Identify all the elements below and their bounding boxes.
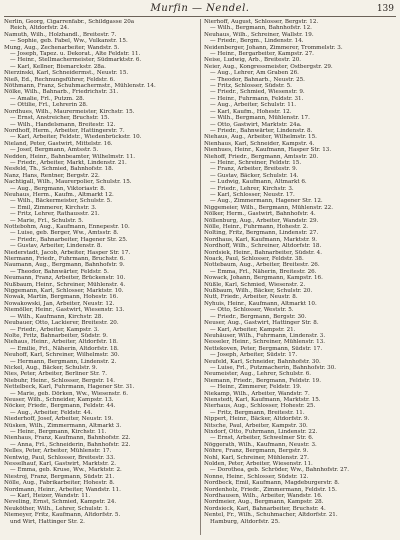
directory-entry: Nölke, Wilh., Bahnarb., Friedrichstr. 31. — [4, 89, 119, 96]
directory-entry: — Friedr., Bahnarbeiter, Hagener Str. 25. — [10, 236, 128, 243]
directory-entry: Nordhaus, Karl, Kaufmann, Marktstr. 9. — [204, 236, 318, 243]
directory-entry: Neveling, Ernst, Schmied, Kampstr. 24. — [4, 499, 117, 506]
directory-entry: Niestroj, Franz, Bergmann, Südstr. 21. — [4, 473, 115, 480]
page-number: 139 — [376, 4, 394, 14]
directory-entry: Nies, Peter, Arbeiter, Berliner Str. 7. — [4, 371, 108, 378]
directory-entry: — Anna, Frl., Schneiderin, Bahnhofstr. 22. — [10, 441, 131, 448]
directory-entry: Nöthmann, Franz, Schuhmachermstr., Mühlenstr. 14. — [4, 83, 156, 90]
directory-entry: — Heinr., Stellmachermeister, Südmarktstr. 6. — [10, 57, 142, 64]
directory-entry: — Joseph, Tapez. u. Dekorat., Alte Feldstr. 11. — [10, 51, 141, 58]
directory-entry: Niggemann, Karl, Schlosser, Marktstr. 10. — [4, 288, 124, 295]
directory-entry: Nottebaum, Aug., Arbeiter, Breitestr. 26. — [204, 262, 320, 269]
directory-entry: — Emma, geb. Kruse, Ww., Marktstr. 2. — [10, 467, 122, 474]
directory-entry: Neuhaus, Herm., Kaufm., Altmarkt 12. — [4, 191, 114, 198]
directory-entry: Nesfeld, Th., Schmied, Bahnhofstr. 18. — [4, 166, 114, 173]
directory-entry: Nolting, Fritz, Bergmann, Lindenstr. 27. — [204, 230, 319, 237]
directory-entry: Nordbeck, Emil, Kaufmann, Magdeburgerstr. 8. — [204, 480, 340, 487]
directory-entry: Niehaus, Heinr., Arbeiter, Altdorfstr. 18. — [4, 339, 118, 346]
directory-entry: — Heinr., Zimmerer, Feldstr. 19. — [210, 384, 302, 391]
directory-entry: Neumann, Franz, Arbeiter, Brückenstr. 10. — [4, 275, 126, 282]
directory-entry: Nelles, Peter, Arbeiter, Mühlenstr. 17. — [4, 448, 112, 455]
directory-entry: Niekamp, Wilh., Arbeiter, Wandstr. 7. — [204, 390, 310, 397]
page-header — [0, 2, 400, 16]
directory-entry: Nutt, Friedr., Arbeiter, Neustr. 8. — [204, 294, 298, 301]
directory-entry: Nienhues, Heinr., Kaufmann, Hasper Str. 13. — [204, 147, 332, 154]
directory-entry: — Friedr., Schmied, Wiesenstr. 9. — [210, 89, 305, 96]
directory-entry: Nordhues, Wilh., Maurermeister, Kirchstr. 15. — [4, 108, 135, 115]
directory-entry: — Ernst, Anstreicher, Bruchstr. 15. — [10, 115, 110, 122]
directory-entry: Nölker, Herm., Gastwirt, Bahnhofstr. 4. — [204, 211, 316, 218]
directory-entry: Niermann, Friedr., Fuhrmann, Bruchstr. 6. — [4, 256, 126, 263]
directory-entry: Nentwig, Paul, Schlosser, Breitestr. 33. — [4, 454, 116, 461]
directory-entry: — Aug., Arbeiter, Feldstr. 44. — [10, 409, 93, 416]
directory-entry: Nußbaum, Heinr., Schreiner, Mühlenstr. 4. — [4, 281, 126, 288]
directory-entry: Nierzinski, Karl, Schneidermst., Neustr. 15. — [4, 70, 129, 77]
directory-entry: Neuköther, Wilh., Lehrer, Schulstr. 1. — [4, 505, 110, 512]
directory-entry: Nienhaus, Karl, Schneider, Kampstr. 4. — [204, 140, 315, 147]
directory-entry: Neuhaus, Wilh., Schreiner, Wallstr. 19. — [204, 31, 314, 38]
directory-entry: Nordsieck, Karl, Bahnarbeiter, Bruchstr. 4. — [204, 505, 326, 512]
directory-entry: Nüßle, Karl, Schmied, Wiesenstr. 2. — [204, 281, 306, 288]
directory-entry: — Fritz, Schlosser, Südstr. 5. — [210, 83, 292, 90]
directory-entry: Nowack, Johann, Bergmann, Kampstr. 16. — [204, 275, 323, 282]
directory-entry: Neuhäuser, Wilh., Fuhrmann, Lindenstr. 3. — [204, 332, 326, 339]
directory-entry: Nonne, Heinr., Schlosser, Südstr. 12. — [204, 473, 309, 480]
directory-entry: Neuser, Wilh., Schneider, Kampstr. 13. — [4, 396, 114, 403]
directory-entry: Nettelbeck, Karl, Fuhrmann, Hagener Str. 31. — [4, 384, 135, 391]
directory-entry: Nesselhauf, Karl, Gastwirt, Marktstr. 2. — [4, 461, 116, 468]
directory-entry: Neuser, Aug., Gastwirt, Hattinger Str. 8. — [204, 320, 319, 327]
directory-entry: Nitsche, Paul, Arbeiter, Kampstr. 30. — [204, 422, 308, 429]
left-column — [4, 19, 198, 537]
directory-entry: Niederstadt, Jacob, Arbeiter, Hasper Str. 17. — [4, 249, 131, 256]
directory-entry: Nordhoff, Herm., Arbeiter, Hattingerstr. 7. — [4, 127, 125, 134]
directory-entry: — Emma, Frl., Näherin, Breitestr. 26. — [210, 268, 317, 275]
directory-entry: Niemöller, Heinr., Gastwirt, Wiesenstr. 13. — [4, 307, 125, 314]
directory-entry: Nachtigall, Wilh., Maurerpolier, Schulstr. 15. — [4, 179, 132, 186]
directory-entry: Nußbaum, Wilh., Bäcker, Schulstr. 20. — [204, 288, 313, 295]
directory-entry: und Wirt, Hattinger Str. 2. — [10, 518, 85, 525]
directory-entry: Niemann, Friedr., Bergmann, Feldstr. 19. — [204, 377, 321, 384]
directory-entry: — Hermann, Bergmann, Lindenstr. 2. — [10, 358, 117, 365]
column-divider — [200, 19, 201, 535]
directory-entry: Nowak, Martin, Bergmann, Hohestr. 16. — [4, 294, 119, 301]
directory-entry: — Friedr., Arbeiter, Markt, Lindenstr. 21. — [10, 159, 127, 166]
directory-entry: Nierhoff, August, Schlosser, Bergstr. 12. — [204, 19, 319, 25]
directory-entry: — Gustav, Bäcker, Schulstr. 14. — [210, 172, 299, 179]
directory-entry: Mung, Aug., Zechenarbeiter, Wandstr. 5. — [4, 44, 120, 51]
directory-entry: Nolte, Fritz, Bahnarbeiter, Südstr. 9. — [4, 332, 108, 339]
directory-entry: Nordmann, Heinr., Arbeiter, Wandstr. 11. — [4, 486, 121, 493]
directory-entry: Neise, Ludwig, Arb., Breitestr. 20. — [204, 57, 302, 64]
directory-entry: Nohl, Karl, Schreiner, Mühlenstr. 27. — [204, 454, 309, 461]
directory-entry: — Emil, Zimmerer, Kirchstr. 3. — [10, 204, 97, 211]
directory-entry: Nedden, Heinr., Bahnbeamter, Wilhelmstr. 11. — [4, 153, 136, 160]
directory-entry: Neufeld, Karl, Schneider, Bahnhofstr. 30. — [204, 358, 321, 365]
directory-entry: — Friedr., Arbeiter, Kampstr. 3. — [10, 326, 100, 333]
directory-entry: Nordmeier, Aug., Bergmann, Kampstr. 28. — [204, 499, 324, 506]
directory-entry: — Amalie, Frl., Putzm. 28. — [10, 95, 85, 102]
directory-entry: — Friedr., Bergm., Lindenstr. 14. — [210, 38, 304, 45]
directory-entry: Nienstedt, Karl, Kaufmann, Marktstr. 15. — [204, 396, 321, 403]
directory-entry: — Karl, Arbeiter, Kampstr. 21. — [210, 326, 296, 333]
directory-entry: Nieland, Peter, Gastwirt, Mittelstr. 16. — [4, 140, 113, 147]
directory-entry: Nowakowski, Jan, Arbeiter, Neustr. 12. — [4, 300, 115, 307]
directory-entry: — Emilie, Frl., Näherin, Altdorfstr. 18. — [10, 345, 119, 352]
directory-entry: — Gustav, Arbeiter, Lindenstr. 8. — [10, 243, 103, 250]
directory-entry: Naumann, Aug., Bergmann, Bahnhofstr. 9. — [4, 262, 125, 269]
directory-entry: — Wilh., Bäckermeister, Schulstr. 5. — [10, 198, 112, 205]
directory-entry: Nienhaus, Franz, Kaufmann, Bahnhofstr. 22. — [4, 435, 131, 442]
directory-entry: — Otto, Schlosser, Weststr. 5. — [210, 307, 294, 314]
directory-entry: Nüsken, Wilh., Zimmermann, Altmarkt 3. — [4, 422, 122, 429]
directory-entry: — Karl, Schlosser, Neustr. 17. — [210, 191, 295, 198]
directory-entry: — Friedr., Bergmann, Bergstr. 30. — [210, 313, 307, 320]
directory-entry: — Ernst, Arbeiter, Schwelmer Str. 6. — [210, 435, 314, 442]
directory-entry: Nickel, Aug., Bäcker, Schulstr. 9. — [4, 364, 98, 371]
directory-entry: Neuhoff, Karl, Schreiner, Wilhelmstr. 30. — [4, 352, 120, 359]
directory-entry: — Ottilie, Frl., Lehrerin 28. — [10, 102, 88, 109]
directory-entry: Nölle, Heinr., Fuhrmann, Hohestr. 2. — [204, 224, 309, 230]
directory-entry: Nöhre, Franz, Bergmann, Bergstr. 9. — [204, 448, 309, 455]
directory-entry: Niggemeier, Wilh., Bergmann, Mühlenstr. 22. — [204, 204, 333, 211]
directory-entry: — Karl, Heizer, Wandstr. 11. — [10, 493, 91, 500]
directory-entry: Niemeyer, Fritz, Kaufmann, Altdorfstr. 5. — [4, 512, 121, 519]
directory-entry: — Marie, Frl., Schulstr. 5. — [10, 217, 84, 224]
directory-entry: Nordenholz, Friedr., Zimmermann, Feldstr. 15. — [204, 486, 337, 493]
directory-entry: — Wilh., Bergmann, Bahnhofstr. 12. — [210, 25, 312, 32]
directory-entry: — Joseph, Arbeiter, Südstr. 17. — [210, 352, 298, 359]
directory-entry: Nottebohm, Aug., Kaufmann, Ennepestr. 10. — [4, 224, 130, 230]
directory-entry: Nolden, Peter, Arbeiter, Wiesenstr. 11. — [204, 461, 313, 468]
directory-entry: Neubauer, Otto, Lackierer, Breitestr. 20. — [4, 320, 119, 327]
directory-entry: — Friedr., Bahnwärter, Lindenstr. 8. — [210, 127, 313, 134]
directory-entry: Nixdorf, Otto, Fuhrmann, Lindenstr. 22. — [204, 429, 318, 435]
directory-entry: — Ludwig, Kaufmann, Altmarkt 6. — [210, 179, 307, 186]
directory-entry: — Theodor, Bahnarb., Neustr. 25. — [210, 76, 305, 83]
directory-entry: Nöllenburg, Aug., Arbeiter, Wandstr. 29. — [204, 217, 319, 224]
directory-entry: — Sophie, geb. Fabel, Ww., Vulkanstr. 15. — [10, 38, 128, 45]
directory-entry: — Aug., Bergmann, Viktoriastr. 8. — [10, 185, 106, 192]
directory-entry: Nettekoven, Peter, Bergmann, Südstr. 17. — [204, 345, 323, 352]
directory-entry: — Friedr., Lehrer, Kirchstr. 3. — [210, 185, 294, 192]
directory-entry: Niederhoff, Josef, Arbeiter, Neustr. 19. — [4, 416, 114, 423]
directory-entry: Nordsiek, Heinr., Bahnarbeiter, Südstr. 4. — [204, 249, 323, 256]
directory-entry: Nanz, Hans, Rentner, Bergstr. 22. — [4, 172, 100, 179]
directory-entry: Nentel, Fr., Wilh., Schuhmacher, Altdorfstr. 21. — [204, 512, 338, 519]
directory-entry: — Aug., Lehrer, Am Graben 26. — [210, 70, 299, 77]
directory-entry: Nierhaus, Aug., Schlosser, Hohestr. 25. — [204, 403, 316, 410]
directory-entry: — Luise, geb. Berger, Ww., Amtsstr. 8. — [10, 230, 119, 237]
directory-entry: — Karl, Kellner, Bismarckstr. 28a. — [10, 63, 106, 70]
directory-entry: — Fritz, Lehrer, Rathausstr. 21. — [10, 211, 100, 218]
directory-entry: — Franz, Arbeiter, Breitestr. 9. — [210, 166, 298, 173]
directory-entry: Nordhausen, Wilh., Arbeiter, Wandstr. 16. — [204, 493, 323, 500]
right-column — [204, 19, 398, 537]
header-rule — [4, 16, 396, 17]
directory-entry: Nölle, Aug., Fabrikarbeiter, Hohestr. 8. — [4, 480, 115, 487]
directory-entry: Neidenberger, Johann, Zimmerer, Trommelstr. 3. — [204, 44, 343, 51]
directory-entry: Neumeister, Aug., Lehrer, Schulstr. 6. — [204, 371, 312, 378]
directory-entry: Nöcker, Friedr., Bergmann, Feldstr. 44. — [4, 403, 116, 410]
directory-entry: Nöggerath, Wilh., Kaufmann, Neustr. 3. — [204, 441, 317, 448]
directory-entry: — Wilh., Kaufmann, Kirchstr. 28. — [10, 313, 104, 320]
directory-entry: Neier, Aug., Kongressmeister, Ostbergstr. 29. — [204, 63, 333, 70]
directory-entry: Hamburg, Altdorfstr. 25. — [210, 518, 280, 525]
directory-entry: Nieß, Ed., Rechnungsführer, Feldstr. 6. — [4, 76, 116, 83]
directory-entry: — Otto, Gastwirt, Marktstr. 24a. — [210, 121, 302, 128]
directory-entry: — Heinr., Schreiner, Feldstr. 15. — [210, 159, 302, 166]
directory-entry: — Aug., Zimmermann, Hagener Str. 12. — [210, 198, 323, 205]
directory-entry: — Heinr., Bergarbeiter, Kampstr. 27. — [210, 51, 314, 58]
directory-entry: — Fritz, Bergmann, Breitestr. 11. — [210, 409, 305, 416]
directory-entry: Nyhuis, Heinr., Kaufmann, Altmarkt 10. — [204, 300, 317, 307]
directory-entry: Niebuhr, Heinr., Schlosser, Bergstr. 14. — [4, 377, 116, 384]
directory-entry: Nesseler, Heinr., Schreiner, Mühlenstr. 13. — [204, 339, 326, 346]
directory-entry: — Heinr., Bergmann, Kirchstr. 11. — [10, 429, 107, 435]
page-title: Murfin — Nendel. — [150, 3, 250, 14]
directory-entry: — Wilh., Handelsmann, Breitestr. 12. — [10, 121, 116, 128]
directory-entry: — Marie, geb. Dörken, Ww., Wiesenstr. 6. — [10, 390, 128, 397]
directory-entry: — Theodor, Bahnwärter, Feldstr. 5. — [10, 268, 109, 275]
directory-entry: Niehoff, Friedr., Bergmann, Amtsstr. 20. — [204, 153, 319, 160]
directory-entry: — Wilh., Bergmann, Mühlenstr. 17. — [210, 115, 310, 122]
directory-entry: — Karl, Arbeiter, Feldstr., Wiedenbrückstr. 10. — [10, 134, 142, 141]
directory-entry: Noack, Paul, Schlosser, Feldstr. 38. — [204, 256, 304, 263]
directory-entry: — Josef, Bergmann, Amtsstr. 5. — [10, 147, 99, 154]
directory-entry: Nerlin, Georg, Cigarrenfabr., Schildgasse 20a — [4, 19, 135, 25]
directory-entry: Nordhoff, Wilh., Schreiner, Altdorfstr. 18. — [204, 243, 322, 250]
directory-entry: Nippert, Heinr., Bäcker, Altdorfstr. 9. — [204, 416, 310, 423]
directory-entry: — Aug., Arbeiter, Schulstr. 11. — [210, 102, 297, 109]
directory-entry: — Heinr., Fuhrmann, Feldstr. 31. — [210, 95, 304, 102]
directory-entry: — Luise, Frl., Putzmacherin, Bahnhofstr. 30. — [210, 364, 337, 371]
directory-entry: Niehaus, Aug., Arbeiter, Wilhelmstr. 15. — [204, 134, 317, 141]
directory-entry: — Karl, Kaufm., Hohestr. 12. — [210, 108, 292, 115]
directory-entry: Reich, Altdorfstr. 24. — [10, 25, 70, 32]
directory-entry: — Dorothea, geb. Schröder, Ww., Bahnhofstr. 27. — [210, 467, 349, 474]
directory-entry: Namuth, Wilh., Holzhandl., Breitestr. 7. — [4, 31, 117, 38]
